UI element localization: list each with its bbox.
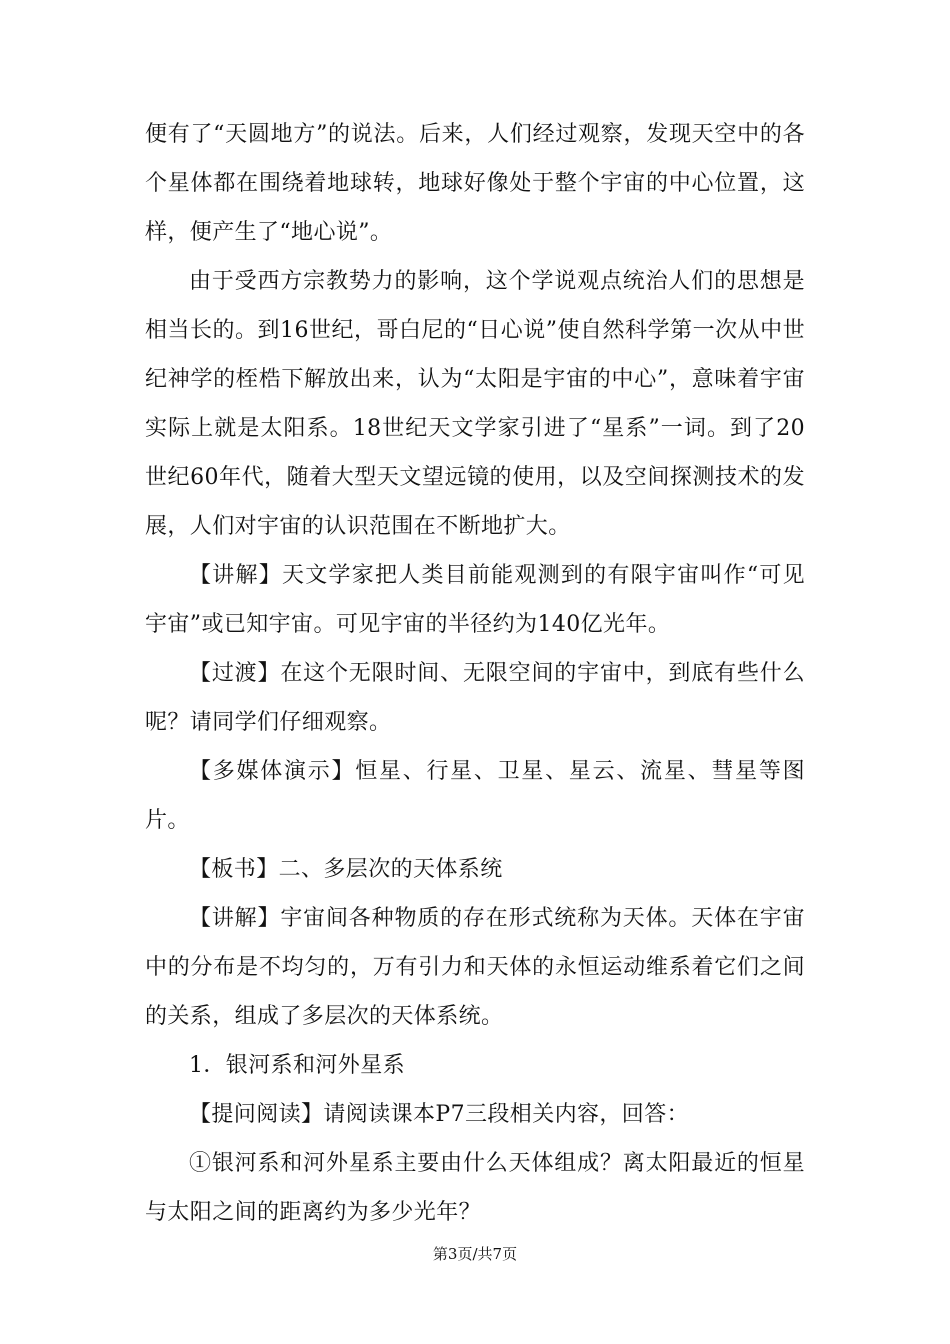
paragraph-reading-question: 【提问阅读】请阅读课本P7三段相关内容，回答： <box>189 1102 690 1127</box>
section-heading-galaxies: 1．银河系和河外星系 <box>189 1053 405 1078</box>
page-number-footer: 第3页/共7页 <box>432 1245 518 1263</box>
paragraph-transition: 【过渡】在这个无限时间、无限空间的宇宙中，到底有些什么呢？请同学们仔细观察。 <box>145 661 805 735</box>
paragraph-continuation: 便有了“天圆地方”的说法。后来，人们经过观察，发现天空中的各个星体都在围绕着地球转，地球好像处于整个宇宙的中心位置，这样，便产生了“地心说”。 <box>145 122 805 245</box>
paragraph-heliocentric: 由于受西方宗教势力的影响，这个学说观点统治人们的思想是相当长的。到16世纪，哥白尼的“日心说”使自然科学第一次从中世纪神学的桎梏下解放出来，认为“太阳是宇宙的中心”，意味着宇宙实际上就是太阳系。18世纪天文学家引进了“星系”一词。到了20世纪60年代，随着大型天文望远镜的使用，以及空间探测技术的发展，人们对宇宙的认识范围在不断地扩大。 <box>145 269 805 539</box>
paragraph-board-heading: 【板书】二、多层次的天体系统 <box>189 857 503 882</box>
paragraph-multimedia: 【多媒体演示】恒星、行星、卫星、星云、流星、彗星等图片。 <box>145 759 805 833</box>
paragraph-question-1: ①银河系和河外星系主要由什么天体组成？离太阳最近的恒星与太阳之间的距离约为多少光年？ <box>145 1151 805 1225</box>
paragraph-explain-visible-universe: 【讲解】天文学家把人类目前能观测到的有限宇宙叫作“可见宇宙”或已知宇宙。可见宇宙的半径约为140亿光年。 <box>145 563 805 637</box>
document-body <box>145 110 805 1237</box>
paragraph-explain-celestial-bodies: 【讲解】宇宙间各种物质的存在形式统称为天体。天体在宇宙中的分布是不均匀的，万有引力和天体的永恒运动维系着它们之间的关系，组成了多层次的天体系统。 <box>145 906 805 1029</box>
